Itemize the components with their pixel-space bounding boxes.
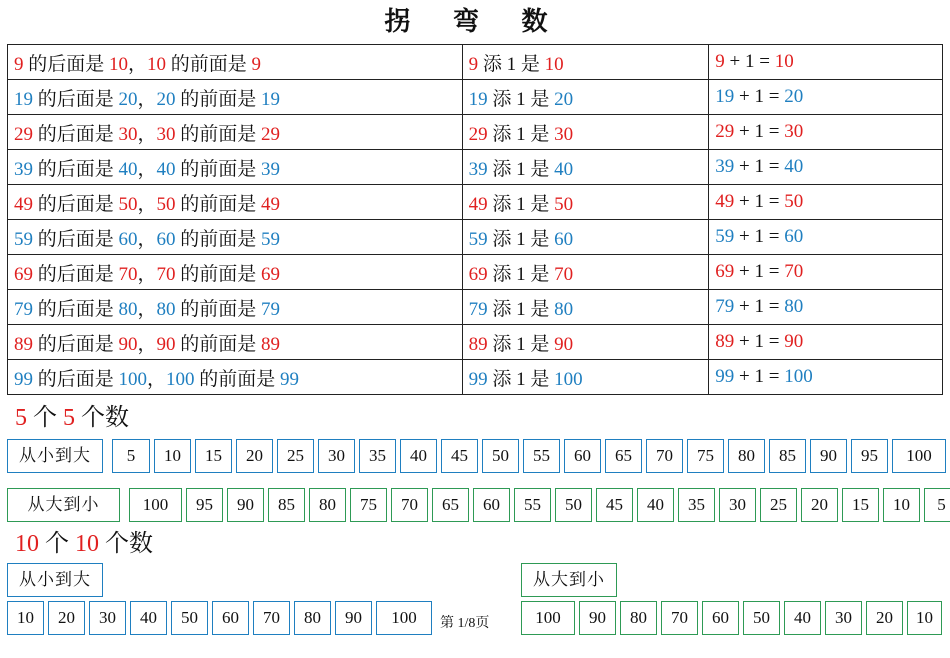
text-plus: + 1 = <box>734 331 785 352</box>
number: 69 <box>14 263 33 285</box>
number-box: 80 <box>728 439 765 473</box>
number: 40 <box>554 158 574 180</box>
section2-heading <box>15 529 153 559</box>
number: 69 <box>261 263 281 285</box>
text-plus: + 1 = <box>734 191 785 212</box>
text-before: 的前面是 <box>175 228 262 250</box>
row-label: 从小到大 <box>7 439 103 473</box>
number-box: 40 <box>130 601 167 635</box>
number: 100 <box>554 368 583 390</box>
table-row <box>8 290 943 325</box>
successor-cell <box>8 220 463 255</box>
number: 20 <box>118 88 138 110</box>
number: 70 <box>554 263 574 285</box>
comma: ， <box>137 123 157 145</box>
section2-asc-label: 从小到大 <box>7 563 103 597</box>
text-after: 的后面是 <box>33 298 119 320</box>
number: 9 <box>715 51 725 72</box>
add-one-cell <box>462 255 709 290</box>
equation-cell <box>709 185 943 220</box>
section1-ascending-row <box>7 439 950 473</box>
successor-cell <box>8 150 463 185</box>
equation-cell <box>709 80 943 115</box>
number: 50 <box>156 193 176 215</box>
number-box: 60 <box>212 601 249 635</box>
number-box: 70 <box>646 439 683 473</box>
number-box: 85 <box>268 488 305 522</box>
text-plus: + 1 = <box>734 296 785 317</box>
number-box: 55 <box>514 488 551 522</box>
section1-mid: 个 <box>27 405 63 431</box>
number: 40 <box>118 158 138 180</box>
number-box: 100 <box>521 601 575 635</box>
text-add: 添 1 是 <box>487 263 555 285</box>
number: 100 <box>118 368 148 390</box>
text-before: 的前面是 <box>175 263 262 285</box>
text-plus: + 1 = <box>734 86 785 107</box>
number-box: 100 <box>376 601 432 635</box>
section1-descending-row <box>7 488 950 522</box>
section2-desc-label-row <box>521 563 621 597</box>
text-after: 的后面是 <box>33 333 119 355</box>
number: 60 <box>784 226 804 247</box>
number: 90 <box>118 333 138 355</box>
number-box: 65 <box>432 488 469 522</box>
text-before: 的前面是 <box>175 193 262 215</box>
number: 89 <box>468 333 488 355</box>
number: 20 <box>554 88 574 110</box>
text-plus: + 1 = <box>724 51 775 72</box>
text-plus: + 1 = <box>734 121 785 142</box>
text-add: 添 1 是 <box>487 333 555 355</box>
number-box: 50 <box>743 601 780 635</box>
number: 49 <box>715 191 735 212</box>
number-box: 10 <box>154 439 191 473</box>
number-box: 90 <box>810 439 847 473</box>
number: 40 <box>156 158 176 180</box>
successor-cell <box>8 325 463 360</box>
text-plus: + 1 = <box>734 261 785 282</box>
add-one-cell <box>462 185 709 220</box>
equation-cell <box>709 115 943 150</box>
number-box: 20 <box>48 601 85 635</box>
number-box: 40 <box>400 439 437 473</box>
number-box: 80 <box>309 488 346 522</box>
number-box: 5 <box>112 439 150 473</box>
equation-cell <box>709 150 943 185</box>
text-add: 添 1 是 <box>487 298 555 320</box>
number-box: 30 <box>825 601 862 635</box>
table-row <box>8 360 943 395</box>
text-after: 的后面是 <box>33 263 119 285</box>
section2-mid: 个 <box>39 531 75 557</box>
add-one-cell <box>462 325 709 360</box>
number-box: 85 <box>769 439 806 473</box>
equation-cell <box>709 220 943 255</box>
number: 9 <box>14 53 24 75</box>
number-box: 80 <box>620 601 657 635</box>
number: 49 <box>261 193 281 215</box>
number: 59 <box>261 228 281 250</box>
number: 70 <box>156 263 176 285</box>
text-before: 的前面是 <box>175 158 262 180</box>
text-add: 添 1 是 <box>487 228 555 250</box>
section1-n2: 5 <box>63 405 75 431</box>
number: 89 <box>14 333 33 355</box>
number: 60 <box>118 228 138 250</box>
number: 59 <box>14 228 33 250</box>
text-plus: + 1 = <box>734 156 785 177</box>
text-add: 添 1 是 <box>487 123 555 145</box>
equation-cell <box>709 45 943 80</box>
number-box: 50 <box>482 439 519 473</box>
number-box: 20 <box>236 439 273 473</box>
number-box: 35 <box>678 488 715 522</box>
number: 20 <box>156 88 176 110</box>
number: 70 <box>784 261 804 282</box>
equation-cell <box>709 255 943 290</box>
comma: ， <box>137 298 157 320</box>
number-box: 50 <box>555 488 592 522</box>
table-row <box>8 115 943 150</box>
number: 49 <box>468 193 488 215</box>
comma: ， <box>137 88 157 110</box>
comma: ， <box>137 158 157 180</box>
equation-cell <box>709 325 943 360</box>
number-box: 5 <box>924 488 950 522</box>
number-box: 100 <box>892 439 946 473</box>
number: 79 <box>14 298 33 320</box>
number-box: 25 <box>277 439 314 473</box>
table-row <box>8 220 943 255</box>
section2-desc-label: 从大到小 <box>521 563 617 597</box>
number: 19 <box>468 88 488 110</box>
number-box: 25 <box>760 488 797 522</box>
number: 10 <box>147 53 167 75</box>
section2-tail: 个数 <box>99 531 153 557</box>
number: 50 <box>784 191 804 212</box>
number: 29 <box>715 121 735 142</box>
number: 9 <box>251 53 262 75</box>
text-before: 的前面是 <box>175 298 262 320</box>
add-one-cell <box>462 115 709 150</box>
table-row <box>8 185 943 220</box>
number-box: 90 <box>335 601 372 635</box>
row-label: 从大到小 <box>7 488 120 522</box>
number-box: 60 <box>473 488 510 522</box>
text-add: 添 1 是 <box>487 158 555 180</box>
text-plus: + 1 = <box>734 226 785 247</box>
number-box: 100 <box>129 488 182 522</box>
number-box: 10 <box>907 601 942 635</box>
number-box: 70 <box>253 601 290 635</box>
number-box: 15 <box>842 488 879 522</box>
number-box: 90 <box>227 488 264 522</box>
number-box: 60 <box>564 439 601 473</box>
number: 39 <box>14 158 33 180</box>
number: 30 <box>554 123 574 145</box>
successor-cell <box>8 45 463 80</box>
number-box: 30 <box>89 601 126 635</box>
number: 80 <box>156 298 176 320</box>
number: 19 <box>715 86 735 107</box>
text-before: 的前面是 <box>175 123 262 145</box>
number: 69 <box>715 261 735 282</box>
successor-cell <box>8 80 463 115</box>
number: 19 <box>261 88 281 110</box>
number-box: 60 <box>702 601 739 635</box>
number-box: 30 <box>719 488 756 522</box>
number: 70 <box>118 263 138 285</box>
number: 99 <box>280 368 300 390</box>
number: 29 <box>468 123 488 145</box>
number-box: 20 <box>801 488 838 522</box>
table-row <box>8 80 943 115</box>
number: 89 <box>261 333 281 355</box>
number: 39 <box>715 156 735 177</box>
successor-cell <box>8 115 463 150</box>
number: 40 <box>784 156 804 177</box>
number-box: 70 <box>391 488 428 522</box>
number: 49 <box>14 193 33 215</box>
number: 9 <box>468 53 479 75</box>
number: 59 <box>715 226 735 247</box>
number: 39 <box>468 158 488 180</box>
number: 90 <box>554 333 574 355</box>
number: 30 <box>118 123 138 145</box>
add-one-cell <box>462 150 709 185</box>
text-after: 的后面是 <box>23 53 110 75</box>
number: 29 <box>14 123 33 145</box>
section2-ascending-row <box>7 601 436 635</box>
comma: ， <box>137 263 157 285</box>
add-one-cell <box>462 45 709 80</box>
equation-cell <box>709 290 943 325</box>
number-box: 70 <box>661 601 698 635</box>
number-box: 90 <box>579 601 616 635</box>
text-before: 的前面是 <box>175 333 262 355</box>
text-after: 的后面是 <box>33 88 119 110</box>
number-box: 65 <box>605 439 642 473</box>
number: 50 <box>118 193 138 215</box>
comma: ， <box>137 193 157 215</box>
number: 89 <box>715 331 735 352</box>
text-add: 添 1 是 <box>487 193 555 215</box>
number: 30 <box>156 123 176 145</box>
number: 10 <box>544 53 564 75</box>
number: 79 <box>715 296 735 317</box>
number: 99 <box>715 366 735 387</box>
number: 79 <box>468 298 488 320</box>
number: 30 <box>784 121 804 142</box>
equation-cell <box>709 360 943 395</box>
section2-asc-label-row <box>7 563 107 597</box>
number: 29 <box>261 123 281 145</box>
text-before: 的前面是 <box>175 88 262 110</box>
text-add: 添 1 是 <box>478 53 545 75</box>
number-box: 55 <box>523 439 560 473</box>
section1-tail: 个数 <box>75 405 129 431</box>
number-box: 80 <box>294 601 331 635</box>
table-row <box>8 325 943 360</box>
number-box: 75 <box>687 439 724 473</box>
number-box: 40 <box>637 488 674 522</box>
add-one-cell <box>462 220 709 255</box>
table-row <box>8 45 943 80</box>
number: 99 <box>14 368 33 390</box>
number: 90 <box>784 331 804 352</box>
number-box: 45 <box>441 439 478 473</box>
number-box: 30 <box>318 439 355 473</box>
text-plus: + 1 = <box>734 366 785 387</box>
successor-cell <box>8 255 463 290</box>
add-one-cell <box>462 80 709 115</box>
section2-n1: 10 <box>15 531 39 557</box>
text-after: 的后面是 <box>33 158 119 180</box>
comma: ， <box>137 333 157 355</box>
comma: ， <box>128 53 148 75</box>
number-box: 95 <box>851 439 888 473</box>
comma: ， <box>147 368 167 390</box>
table-row <box>8 255 943 290</box>
number: 100 <box>166 368 195 390</box>
text-after: 的后面是 <box>33 193 119 215</box>
number: 100 <box>784 366 813 387</box>
number: 80 <box>784 296 804 317</box>
table-row <box>8 150 943 185</box>
number-box: 45 <box>596 488 633 522</box>
section1-heading <box>15 403 129 433</box>
section1-n1: 5 <box>15 405 27 431</box>
number-box: 95 <box>186 488 223 522</box>
text-before: 的前面是 <box>194 368 281 390</box>
number: 99 <box>468 368 488 390</box>
number: 50 <box>554 193 574 215</box>
section2-descending-row <box>521 601 946 635</box>
page-title: 拐 弯 数 <box>384 7 566 36</box>
number-box: 50 <box>171 601 208 635</box>
page-number: 第 1/8页 <box>440 616 490 631</box>
add-one-cell <box>462 290 709 325</box>
number: 90 <box>156 333 176 355</box>
number: 69 <box>468 263 488 285</box>
text-after: 的后面是 <box>33 368 119 390</box>
number-box: 15 <box>195 439 232 473</box>
number: 19 <box>14 88 33 110</box>
section2-n2: 10 <box>75 531 99 557</box>
text-after: 的后面是 <box>33 123 119 145</box>
successor-cell <box>8 185 463 220</box>
turning-number-table <box>7 44 943 395</box>
number-box: 35 <box>359 439 396 473</box>
text-add: 添 1 是 <box>487 368 555 390</box>
number: 59 <box>468 228 488 250</box>
number: 60 <box>554 228 574 250</box>
number: 20 <box>784 86 804 107</box>
number-box: 20 <box>866 601 903 635</box>
add-one-cell <box>462 360 709 395</box>
number-box: 40 <box>784 601 821 635</box>
number-box: 10 <box>7 601 44 635</box>
number: 80 <box>118 298 138 320</box>
successor-cell <box>8 290 463 325</box>
number: 60 <box>156 228 176 250</box>
number-box: 75 <box>350 488 387 522</box>
number: 80 <box>554 298 574 320</box>
number-box: 10 <box>883 488 920 522</box>
number: 39 <box>261 158 281 180</box>
comma: ， <box>137 228 157 250</box>
text-before: 的前面是 <box>166 53 252 75</box>
number: 10 <box>774 51 794 72</box>
text-after: 的后面是 <box>33 228 119 250</box>
number: 10 <box>109 53 129 75</box>
successor-cell <box>8 360 463 395</box>
number: 79 <box>261 298 281 320</box>
text-add: 添 1 是 <box>487 88 555 110</box>
